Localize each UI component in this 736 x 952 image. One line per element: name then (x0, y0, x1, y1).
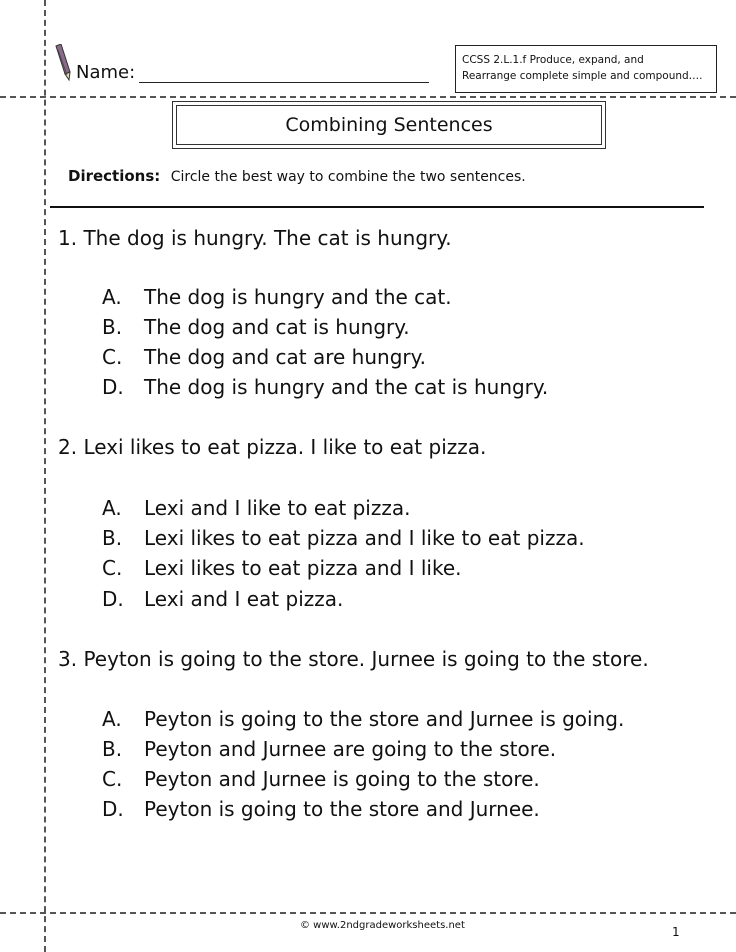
top-cut-line (0, 96, 736, 98)
bottom-cut-line (0, 912, 736, 914)
option-text: Lexi and I eat pizza. (144, 587, 344, 611)
name-write-line[interactable] (139, 64, 429, 83)
title-frame (172, 101, 606, 149)
option-letter: A. (102, 496, 122, 520)
question-2-option-b[interactable] (102, 526, 585, 550)
option-text: The dog is hungry and the cat. (144, 285, 452, 309)
option-text: Lexi likes to eat pizza and I like. (144, 556, 462, 580)
ccss-line-1: CCSS 2.L.1.f Produce, expand, and (462, 54, 644, 66)
question-3-option-a[interactable] (102, 707, 624, 731)
option-text: Peyton is going to the store and Jurnee is going. (144, 707, 625, 731)
option-letter: C. (102, 767, 123, 791)
option-letter: D. (102, 797, 124, 821)
option-letter: D. (102, 587, 124, 611)
question-2-option-c[interactable] (102, 556, 462, 580)
option-letter: B. (102, 315, 123, 339)
option-text: The dog and cat are hungry. (144, 345, 426, 369)
option-letter: D. (102, 375, 124, 399)
directions-label: Directions: (68, 167, 161, 185)
question-1-option-c[interactable] (102, 345, 426, 369)
question-1-option-b[interactable] (102, 315, 410, 339)
name-field-row (76, 62, 429, 83)
ccss-line-2: Rearrange complete simple and compound…. (462, 70, 703, 82)
question-3-option-b[interactable] (102, 737, 556, 761)
pencil-icon (52, 44, 72, 82)
question-3-prompt: 3. Peyton is going to the store. Jurnee is going to the store. (58, 647, 649, 671)
directions-text: Circle the best way to combine the two sentences. (170, 169, 526, 185)
vertical-cut-line (44, 0, 46, 952)
option-text: Lexi and I like to eat pizza. (144, 496, 411, 520)
option-text: Peyton is going to the store and Jurnee. (144, 797, 540, 821)
option-text: Peyton and Jurnee is going to the store. (144, 767, 540, 791)
ccss-standard-box (455, 45, 717, 93)
question-1-option-a[interactable] (102, 285, 452, 309)
copyright-footer: © www.2ndgradeworksheets.net (300, 920, 465, 931)
question-2-option-d[interactable] (102, 587, 343, 611)
question-3-option-c[interactable] (102, 767, 540, 791)
option-text: Peyton and Jurnee are going to the store. (144, 737, 557, 761)
question-2-prompt: 2. Lexi likes to eat pizza. I like to eat pizza. (58, 435, 487, 459)
option-letter: A. (102, 285, 122, 309)
section-divider (50, 206, 704, 208)
option-letter: A. (102, 707, 122, 731)
option-text: The dog and cat is hungry. (144, 315, 410, 339)
option-letter: C. (102, 556, 123, 580)
question-1-option-d[interactable] (102, 375, 548, 399)
directions (68, 167, 526, 185)
page-number: 1 (672, 925, 680, 939)
option-letter: B. (102, 737, 123, 761)
question-3-option-d[interactable] (102, 797, 540, 821)
option-letter: C. (102, 345, 123, 369)
option-text: Lexi likes to eat pizza and I like to eat pizza. (144, 526, 585, 550)
question-1-prompt: 1. The dog is hungry. The cat is hungry. (58, 226, 452, 250)
page-title: Combining Sentences (176, 105, 602, 145)
option-letter: B. (102, 526, 123, 550)
name-label: Name: (76, 62, 136, 83)
option-text: The dog is hungry and the cat is hungry. (144, 375, 549, 399)
question-2-option-a[interactable] (102, 496, 410, 520)
